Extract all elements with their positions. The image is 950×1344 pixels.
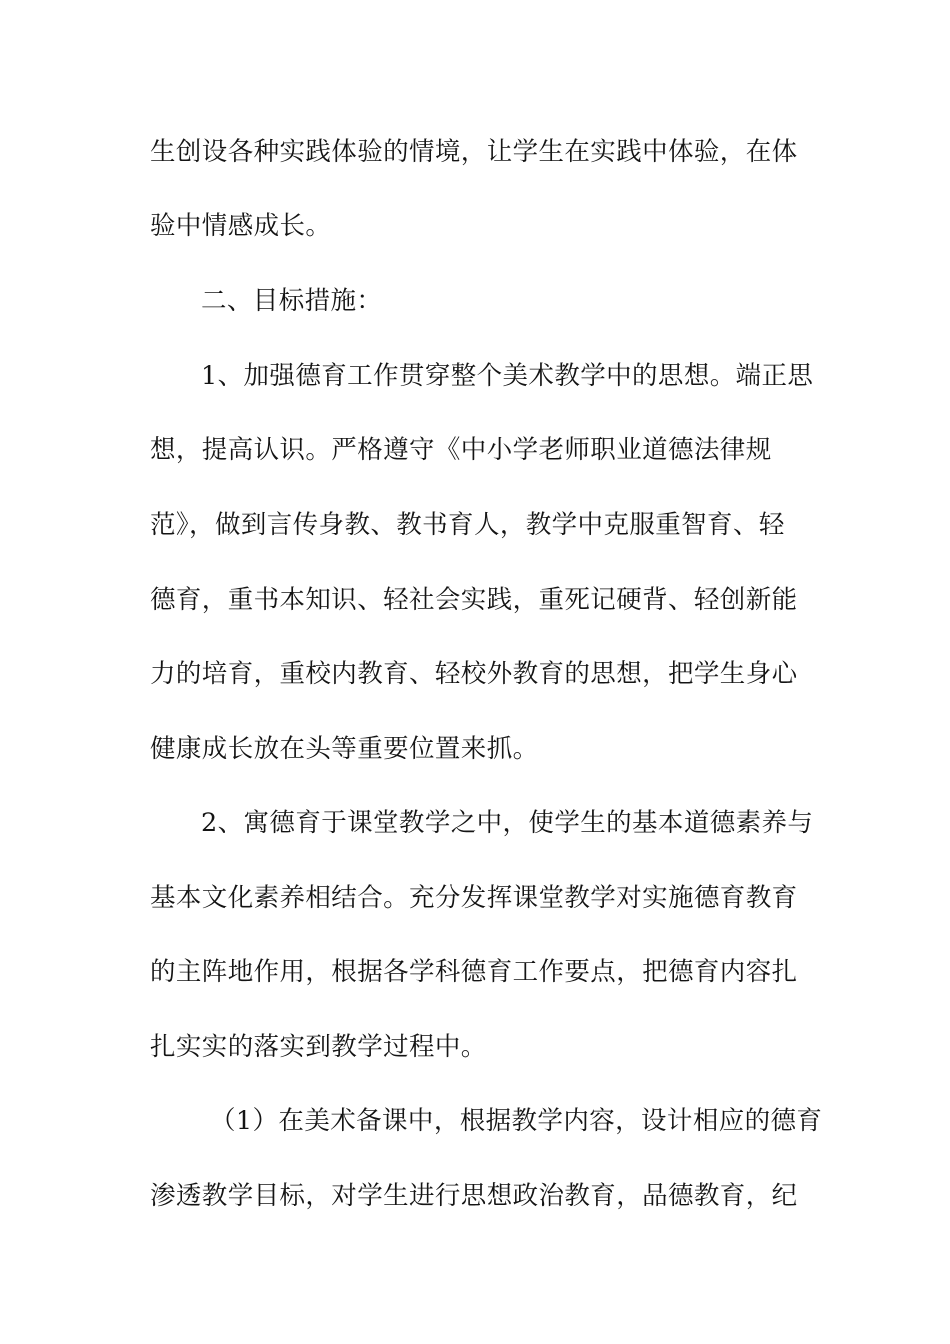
text-line: 验中情感成长。 [150,211,332,241]
section-heading: 二、目标措施： [201,286,383,316]
text-line: 扎实实的落实到教学过程中。 [150,1032,487,1062]
text-line: 想，提高认识。严格遵守《中小学老师职业道德法律规 [150,435,772,465]
text-line: 基本文化素养相结合。充分发挥课堂教学对实施德育教育 [150,883,798,913]
text-line: 力的培育，重校内教育、轻校外教育的思想，把学生身心 [150,659,798,689]
text-line: （1）在美术备课中，根据教学内容，设计相应的德育 [210,1106,823,1136]
text-line: 的主阵地作用，根据各学科德育工作要点，把德育内容扎 [150,957,798,987]
text-line: 生创设各种实践体验的情境，让学生在实践中体验，在体 [150,137,798,167]
text-line: 健康成长放在头等重要位置来抓。 [150,734,539,764]
text-line: 范》，做到言传身教、教书育人，教学中克服重智育、轻 [150,510,785,540]
text-line: 渗透教学目标，对学生进行思想政治教育，品德教育，纪 [150,1181,798,1211]
text-line: 2、寓德育于课堂教学之中，使学生的基本道德素养与 [201,808,814,838]
text-line: 德育，重书本知识、轻社会实践，重死记硬背、轻创新能 [150,585,798,615]
text-line: 1、加强德育工作贯穿整个美术教学中的思想。端正思 [201,361,814,391]
